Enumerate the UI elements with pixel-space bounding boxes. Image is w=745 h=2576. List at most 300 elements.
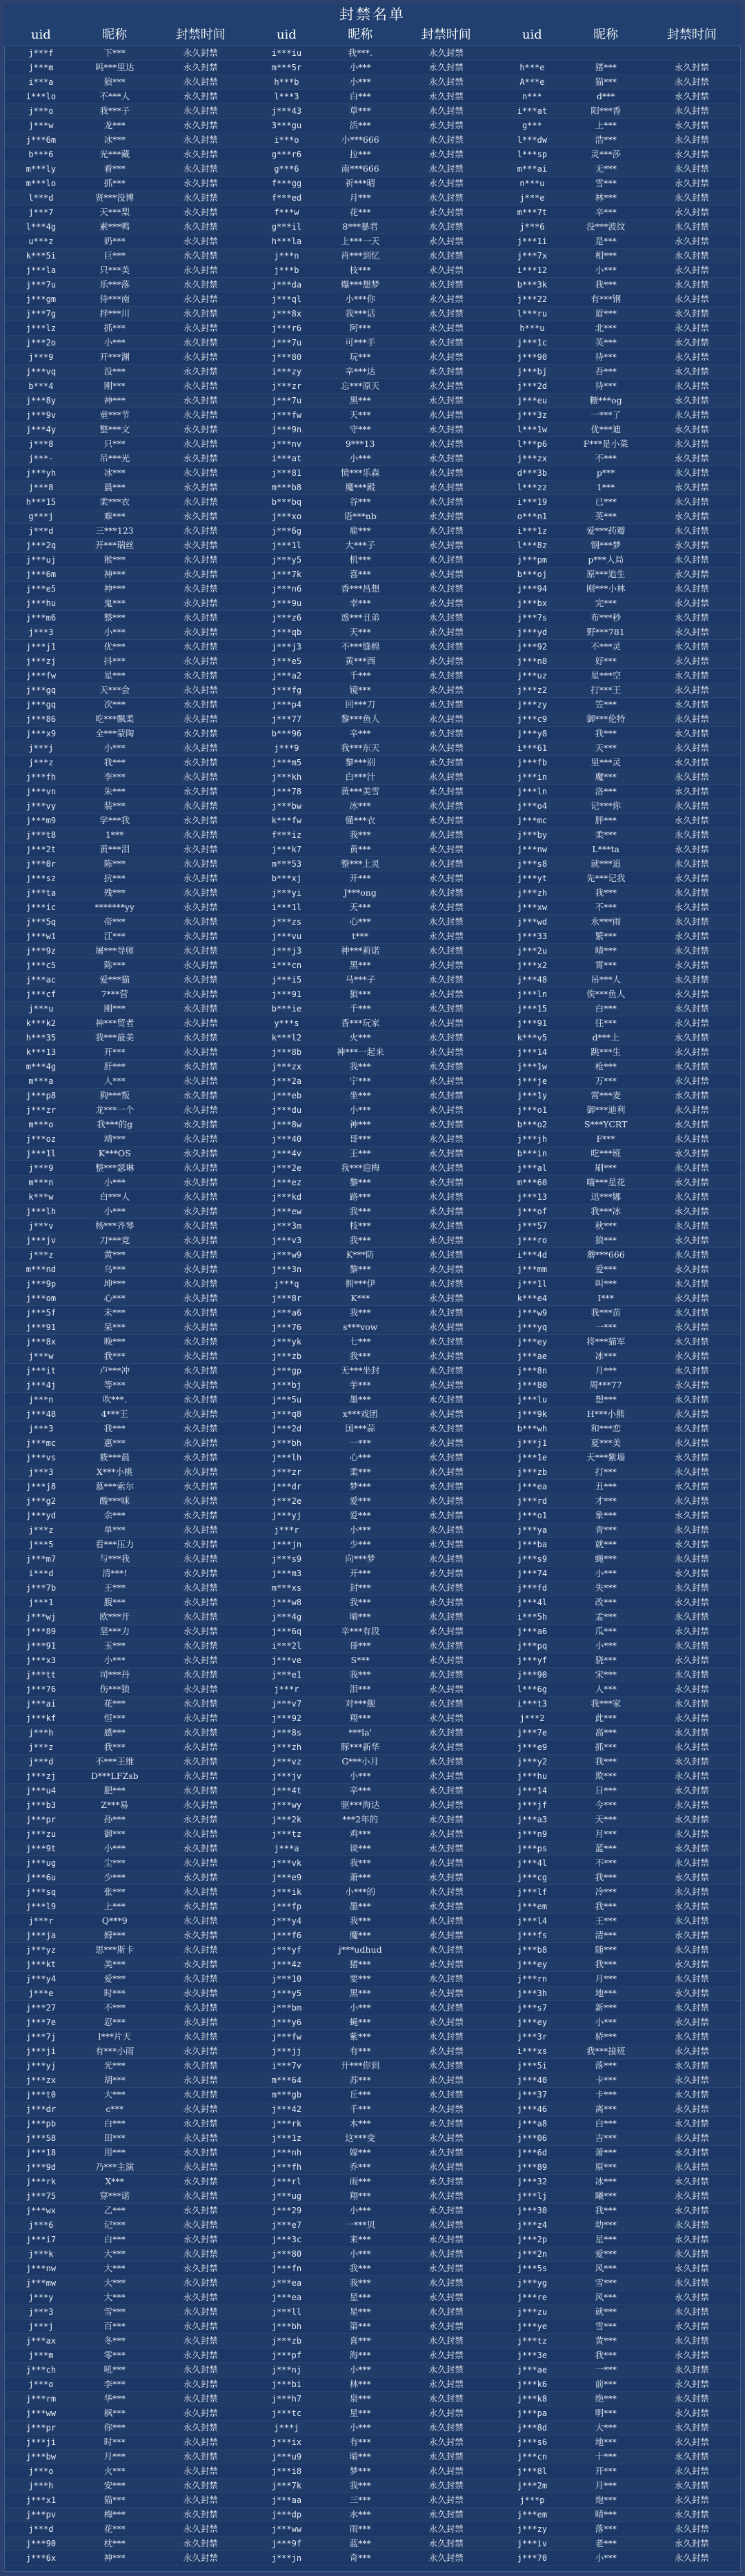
- ban-duration-cell: 永久封禁: [674, 1785, 709, 1795]
- ban-duration-cell: 永久封禁: [183, 2408, 218, 2418]
- nickname-cell: 小***: [349, 62, 371, 72]
- uid-cell: i***lo: [26, 92, 57, 101]
- ban-duration-cell: 永久封禁: [428, 554, 464, 565]
- table-row: [4, 2233, 250, 2247]
- table-row: [250, 1060, 495, 1074]
- nickname-cell: 清***!: [102, 1568, 128, 1578]
- ban-list-table: [4, 46, 741, 2566]
- uid-cell: j***la: [26, 265, 57, 275]
- table-row: [495, 1147, 741, 1161]
- uid-cell: l***p6: [517, 439, 548, 449]
- table-row: [495, 1349, 741, 1364]
- ban-duration-cell: 永久封禁: [428, 1235, 464, 1245]
- table-row: [495, 2044, 741, 2059]
- ban-duration-cell: 永久封禁: [428, 743, 464, 753]
- nickname-cell: 开***你到: [341, 2060, 380, 2071]
- nickname-cell: 坚***力: [99, 1626, 130, 1636]
- table-row: [495, 1378, 741, 1393]
- uid-cell: j***4g: [271, 1612, 302, 1622]
- ban-duration-cell: 永久封禁: [183, 1872, 218, 1882]
- ban-duration-cell: 永久封禁: [183, 1191, 218, 1202]
- ban-duration-cell: 永久封禁: [674, 2118, 709, 2129]
- nickname-cell: 辛***有段: [341, 1626, 380, 1636]
- table-row: [495, 2146, 741, 2160]
- ban-duration-cell: 永久封禁: [674, 728, 709, 738]
- table-row: [4, 1407, 250, 1422]
- uid-cell: A***e: [519, 77, 545, 87]
- ban-duration-cell: 永久封禁: [428, 2031, 464, 2042]
- uid-cell: j***r: [28, 1916, 54, 1926]
- uid-cell: j***lf: [517, 1887, 548, 1897]
- table-row: [4, 495, 250, 510]
- uid-cell: j***ic: [26, 903, 57, 912]
- table-row: [4, 1842, 250, 1856]
- table-row: [4, 1682, 250, 1697]
- nickname-cell: 蝇***: [349, 2017, 371, 2027]
- uid-cell: j***yt: [517, 874, 548, 883]
- nickname-cell: ***2年的: [342, 1814, 379, 1824]
- nickname-cell: 一***贝: [345, 2220, 376, 2230]
- table-row: [250, 1610, 495, 1624]
- ban-duration-cell: 永久封禁: [674, 1553, 709, 1564]
- nickname-cell: 小***666: [341, 134, 379, 145]
- uid-cell: j***fs: [517, 1931, 548, 1940]
- ban-duration-cell: 永久封禁: [428, 2292, 464, 2302]
- nickname-cell: 一***了: [590, 410, 622, 420]
- nickname-cell: 这***变: [345, 2133, 376, 2143]
- table-row: [4, 379, 250, 394]
- table-row: [495, 510, 741, 524]
- ban-duration-cell: 永久封禁: [428, 453, 464, 463]
- nickname-cell: 黑***: [349, 395, 371, 405]
- table-row: [495, 611, 741, 625]
- ban-duration-cell: 永久封禁: [674, 873, 709, 883]
- nickname-cell: 蘑***666: [586, 1249, 625, 1260]
- table-row: [495, 2291, 741, 2305]
- nickname-cell: 我***: [595, 887, 617, 898]
- nickname-cell: 黄***: [103, 1249, 126, 1260]
- nickname-cell: 已***: [595, 496, 617, 507]
- table-row: [4, 1436, 250, 1451]
- table-row: [250, 669, 495, 683]
- table-row: [4, 1929, 250, 1943]
- table-row: [250, 683, 495, 698]
- table-row: [495, 2377, 741, 2392]
- uid-cell: m***b8: [271, 483, 302, 492]
- nickname-cell: 孙***: [103, 1814, 126, 1824]
- uid-cell: j***gq: [26, 685, 57, 695]
- nickname-cell: X***小桃: [96, 1467, 133, 1477]
- ban-duration-cell: 永久封禁: [428, 685, 464, 695]
- table-row: [495, 2189, 741, 2204]
- nickname-cell: 黑***: [349, 960, 371, 970]
- nickname-cell: 灵***莎: [590, 149, 622, 159]
- nickname-cell: 吼***: [103, 2364, 126, 2375]
- uid-cell: j***ac: [26, 975, 57, 985]
- table-row: [495, 423, 741, 437]
- table-row: [495, 2450, 741, 2464]
- table-row: [4, 1060, 250, 1074]
- nickname-cell: 神***: [103, 583, 126, 594]
- table-row: [495, 2479, 741, 2493]
- table-row: [4, 1813, 250, 1827]
- ban-duration-cell: 永久封禁: [183, 1163, 218, 1173]
- table-row: [4, 1031, 250, 1045]
- nickname-cell: 冰***: [349, 801, 371, 811]
- ban-duration-cell: 永久封禁: [428, 2191, 464, 2201]
- nickname-cell: 往***: [595, 1018, 617, 1028]
- ban-duration-cell: 永久封禁: [428, 1409, 464, 1419]
- uid-cell: b***in: [517, 1149, 548, 1158]
- uid-cell: j***y: [28, 2293, 54, 2302]
- nickname-cell: 星***: [349, 2408, 371, 2418]
- table-row: [495, 1653, 741, 1668]
- uid-cell: j***ve: [271, 1656, 302, 1665]
- ban-duration-cell: 永久封禁: [183, 482, 218, 492]
- uid-cell: m***lo: [26, 179, 57, 188]
- uid-cell: j***42: [271, 2104, 302, 2114]
- table-row: [495, 1581, 741, 1596]
- uid-cell: j***5i: [517, 2061, 548, 2071]
- ban-duration-cell: 永久封禁: [183, 728, 218, 738]
- table-row: [4, 1147, 250, 1161]
- uid-cell: j***6u: [26, 1873, 57, 1882]
- uid-cell: j***kd: [271, 1192, 302, 1202]
- ban-duration-cell: 永久封禁: [674, 757, 709, 767]
- table-row: [495, 1045, 741, 1060]
- ban-duration-cell: 永久封禁: [183, 2133, 218, 2143]
- nickname-cell: 才***: [595, 1496, 617, 1506]
- ban-duration-cell: 永久封禁: [428, 1582, 464, 1593]
- table-row: [495, 481, 741, 495]
- uid-cell: j***j3: [271, 642, 302, 652]
- uid-cell: j***8r: [271, 1294, 302, 1303]
- table-row: [495, 466, 741, 481]
- nickname-cell: 晴***: [595, 945, 617, 956]
- nickname-cell: 王***: [103, 1582, 126, 1593]
- uid-cell: j***n9: [517, 1829, 548, 1839]
- nickname-cell: 感***: [103, 1727, 126, 1738]
- table-row: [4, 900, 250, 915]
- ban-duration-cell: 永久封禁: [674, 2162, 709, 2172]
- ban-duration-cell: 永久封禁: [183, 772, 218, 782]
- table-row: [250, 2479, 495, 2493]
- uid-cell: m***nd: [26, 1265, 57, 1274]
- ban-duration-cell: 永久封禁: [674, 2104, 709, 2114]
- uid-cell: j***u9: [271, 2452, 302, 2462]
- uid-cell: j***4z: [271, 1960, 302, 1969]
- table-row: [495, 1002, 741, 1016]
- nickname-cell: 猴***: [103, 554, 126, 565]
- table-row: [4, 1277, 250, 1291]
- ban-duration-cell: 永久封禁: [183, 2350, 218, 2360]
- table-row: [250, 2030, 495, 2044]
- uid-cell: j***3z: [517, 410, 548, 420]
- table-row: [495, 756, 741, 770]
- table-row: [250, 75, 495, 90]
- ban-duration-cell: 永久封禁: [674, 1220, 709, 1231]
- ban-duration-cell: 永久封禁: [183, 439, 218, 449]
- nickname-cell: 少***: [349, 1539, 371, 1549]
- table-row: [4, 2334, 250, 2348]
- nickname-cell: 天***会: [99, 685, 130, 695]
- table-row: [250, 46, 495, 61]
- table-row: [250, 1422, 495, 1436]
- nickname-cell: 失***: [595, 1582, 617, 1593]
- table-row: [495, 539, 741, 553]
- nickname-cell: 草***: [349, 105, 371, 116]
- table-row: [495, 2233, 741, 2247]
- nickname-cell: 秋***: [595, 1220, 617, 1231]
- uid-cell: j***3c: [271, 2235, 302, 2244]
- nickname-cell: 夏***美: [590, 1438, 622, 1448]
- ban-duration-cell: 永久封禁: [183, 337, 218, 348]
- ban-duration-cell: 永久封禁: [674, 323, 709, 333]
- ban-duration-cell: 永久封禁: [183, 1018, 218, 1028]
- nickname-cell: 国***蒜: [345, 1423, 376, 1433]
- nickname-cell: 喵***星花: [586, 1177, 626, 1187]
- table-row: [4, 1393, 250, 1407]
- table-row: [250, 2102, 495, 2117]
- header-ban-duration: 封禁时间: [666, 28, 717, 42]
- ban-duration-cell: 永久封禁: [674, 1539, 709, 1549]
- nickname-cell: 清***: [595, 1930, 617, 1940]
- table-row: [495, 1451, 741, 1465]
- table-row: [250, 799, 495, 814]
- table-row: [495, 408, 741, 423]
- uid-cell: j***2m: [517, 2481, 548, 2491]
- ban-duration-cell: 永久封禁: [428, 1525, 464, 1535]
- ban-duration-cell: 永久封禁: [183, 2393, 218, 2404]
- table-row: [250, 2320, 495, 2334]
- uid-cell: j***zr: [271, 381, 302, 391]
- uid-cell: j***m6: [26, 613, 57, 623]
- table-row: [4, 1480, 250, 1494]
- table-row: [4, 1581, 250, 1596]
- uid-cell: j***vy: [26, 801, 57, 811]
- ban-duration-cell: 永久封禁: [428, 496, 464, 507]
- uid-cell: j***8l: [517, 2466, 548, 2476]
- ban-duration-cell: 永久封禁: [674, 395, 709, 405]
- uid-cell: j***6d: [517, 2148, 548, 2157]
- table-row: [4, 510, 250, 524]
- uid-cell: j***sz: [26, 874, 57, 883]
- uid-cell: j***zy: [517, 2524, 548, 2534]
- uid-cell: j***s9: [271, 1554, 302, 1564]
- uid-cell: j***ww: [271, 2524, 302, 2534]
- uid-cell: j***z: [28, 1742, 54, 1752]
- nickname-cell: 打***: [595, 1467, 617, 1477]
- uid-cell: j***jn: [271, 2553, 302, 2563]
- ban-duration-cell: 永久封禁: [183, 265, 218, 275]
- table-row: [495, 1697, 741, 1711]
- uid-cell: i***o: [274, 135, 299, 145]
- uid-cell: j***zy: [517, 700, 548, 710]
- ban-duration-cell: 永久封禁: [428, 1047, 464, 1057]
- table-row: [495, 1900, 741, 1914]
- table-row: [495, 2348, 741, 2363]
- ban-duration-cell: 永久封禁: [428, 1843, 464, 1853]
- uid-cell: j***hu: [26, 598, 57, 608]
- nickname-cell: d***: [596, 91, 615, 101]
- table-row: [495, 553, 741, 567]
- uid-cell: j***fb: [517, 758, 548, 767]
- uid-cell: o***n1: [517, 512, 548, 521]
- table-row: [4, 1190, 250, 1205]
- nickname-cell: 惑***丑弟: [341, 612, 380, 623]
- uid-cell: i***4d: [517, 1250, 548, 1260]
- table-row: [4, 799, 250, 814]
- nickname-cell: 9***13: [345, 439, 375, 449]
- table-row: [4, 1653, 250, 1668]
- table-row: [4, 1219, 250, 1234]
- table-row: [495, 2117, 741, 2131]
- nickname-cell: 是***: [595, 236, 617, 246]
- uid-cell: j***ln: [517, 787, 548, 796]
- uid-cell: j***ln: [517, 989, 548, 999]
- ban-duration-cell: 永久封禁: [674, 2017, 709, 2027]
- uid-cell: j***ik: [271, 1887, 302, 1897]
- ban-duration-cell: 永久封禁: [183, 699, 218, 710]
- table-row: [250, 278, 495, 292]
- table-row: [495, 1480, 741, 1494]
- uid-cell: j***iv: [517, 2539, 548, 2548]
- uid-cell: j***ey: [517, 1337, 548, 1347]
- table-row: [495, 1089, 741, 1103]
- ban-duration-cell: 永久封禁: [674, 2147, 709, 2157]
- table-row: [250, 1103, 495, 1118]
- uid-cell: g***6: [274, 164, 299, 174]
- ban-duration-cell: 永久封禁: [428, 1539, 464, 1549]
- table-row: [495, 973, 741, 987]
- uid-cell: j***nw: [517, 845, 548, 854]
- nickname-cell: 抓***: [103, 178, 126, 188]
- nickname-cell: 曦***: [595, 2191, 617, 2201]
- uid-cell: j***pq: [517, 1641, 548, 1651]
- nickname-cell: 黎***: [349, 1177, 371, 1187]
- nickname-cell: 我***东天: [341, 743, 380, 753]
- table-row: [4, 1711, 250, 1726]
- uid-cell: j***r: [274, 1525, 299, 1535]
- nickname-cell: 看***压力: [95, 1539, 135, 1549]
- ban-duration-cell: 永久封禁: [183, 1568, 218, 1578]
- ban-duration-cell: 永久封禁: [183, 2306, 218, 2317]
- table-row: [495, 2522, 741, 2537]
- table-row: [4, 1986, 250, 2001]
- table-row: [4, 973, 250, 987]
- ban-duration-cell: 永久封禁: [674, 294, 709, 304]
- table-row: [495, 1885, 741, 1900]
- nickname-cell: 天***: [595, 743, 617, 753]
- nickname-cell: 我***: [349, 2263, 371, 2273]
- table-row: [4, 2262, 250, 2276]
- nickname-cell: 原***追生: [586, 569, 626, 579]
- uid-cell: j***k6: [517, 2379, 548, 2389]
- nickname-cell: 绝***: [595, 2393, 617, 2404]
- nickname-cell: 将***猫军: [586, 1336, 626, 1347]
- uid-cell: j***ww: [26, 2408, 57, 2418]
- ban-duration-cell: 永久封禁: [428, 1597, 464, 1607]
- table-row: [4, 191, 250, 205]
- uid-cell: j***lz: [26, 323, 57, 333]
- uid-cell: b***xj: [271, 874, 302, 883]
- uid-cell: j***pb: [26, 2119, 57, 2129]
- ban-duration-cell: 永久封禁: [183, 1944, 218, 1955]
- table-row: [495, 234, 741, 249]
- uid-cell: j***80: [271, 2249, 302, 2259]
- nickname-cell: 大***: [595, 2422, 617, 2433]
- table-row: [495, 2088, 741, 2102]
- ban-duration-cell: 永久封禁: [428, 366, 464, 376]
- table-row: [250, 1190, 495, 1205]
- table-row: [250, 625, 495, 640]
- nickname-cell: 次***: [103, 699, 126, 710]
- uid-cell: j***w1: [26, 932, 57, 941]
- nickname-cell: 筱***晨: [99, 1452, 130, 1462]
- table-row: [4, 1567, 250, 1581]
- nickname-cell: p***: [596, 467, 615, 478]
- nickname-cell: 白***汁: [345, 772, 376, 782]
- nickname-cell: 天***紫墙: [586, 1452, 626, 1462]
- uid-cell: j***5f: [26, 1308, 57, 1318]
- table-row: [4, 640, 250, 654]
- ban-duration-cell: 永久封禁: [428, 1090, 464, 1100]
- ban-duration-cell: 永久封禁: [428, 1394, 464, 1405]
- ban-duration-cell: 永久封禁: [674, 265, 709, 275]
- ban-duration-cell: 永久封禁: [428, 1669, 464, 1680]
- ban-duration-cell: 永久封禁: [428, 2147, 464, 2157]
- uid-cell: j***0r: [26, 859, 57, 869]
- nickname-cell: 英***: [595, 337, 617, 348]
- ban-duration-cell: 永久封禁: [428, 1901, 464, 1911]
- ban-duration-cell: 永久封禁: [428, 1438, 464, 1448]
- nickname-cell: 阿***: [349, 323, 371, 333]
- uid-cell: j***zx: [271, 1062, 302, 1071]
- nickname-cell: 马***子: [345, 974, 376, 985]
- table-row: [250, 133, 495, 148]
- uid-cell: j***7u: [26, 280, 57, 290]
- ban-duration-cell: 永久封禁: [674, 1119, 709, 1129]
- uid-cell: k***w: [28, 1192, 54, 1202]
- ban-duration-cell: 永久封禁: [674, 439, 709, 449]
- table-row: [4, 1668, 250, 1682]
- uid-cell: j***ql: [271, 294, 302, 304]
- ban-duration-cell: 永久封禁: [674, 887, 709, 898]
- table-row: [4, 1378, 250, 1393]
- nickname-cell: 魔***殿: [345, 482, 376, 492]
- ban-duration-cell: 永久封禁: [428, 1727, 464, 1738]
- nickname-cell: 大***: [103, 2292, 126, 2302]
- nickname-cell: 里***灵: [590, 757, 622, 767]
- ban-duration-cell: 永久封禁: [183, 1105, 218, 1115]
- uid-cell: j***76: [271, 1322, 302, 1332]
- nickname-cell: 冰***: [103, 134, 126, 145]
- ban-duration-cell: 永久封禁: [183, 1988, 218, 1998]
- table-row: [4, 1943, 250, 1958]
- uid-cell: j***r: [274, 1684, 299, 1694]
- ban-duration-cell: 永久封禁: [674, 1814, 709, 1824]
- uid-cell: l***4g: [26, 222, 57, 232]
- uid-cell: j***n6: [271, 584, 302, 594]
- uid-cell: j***z6: [271, 613, 302, 623]
- ban-duration-cell: 永久封禁: [674, 786, 709, 796]
- ban-duration-cell: 永久封禁: [183, 1727, 218, 1738]
- nickname-cell: 未***: [103, 1307, 126, 1318]
- nickname-cell: 白***人: [99, 1191, 130, 1202]
- table-row: [495, 1711, 741, 1726]
- table-row: [495, 394, 741, 408]
- uid-cell: j***6q: [271, 1627, 302, 1636]
